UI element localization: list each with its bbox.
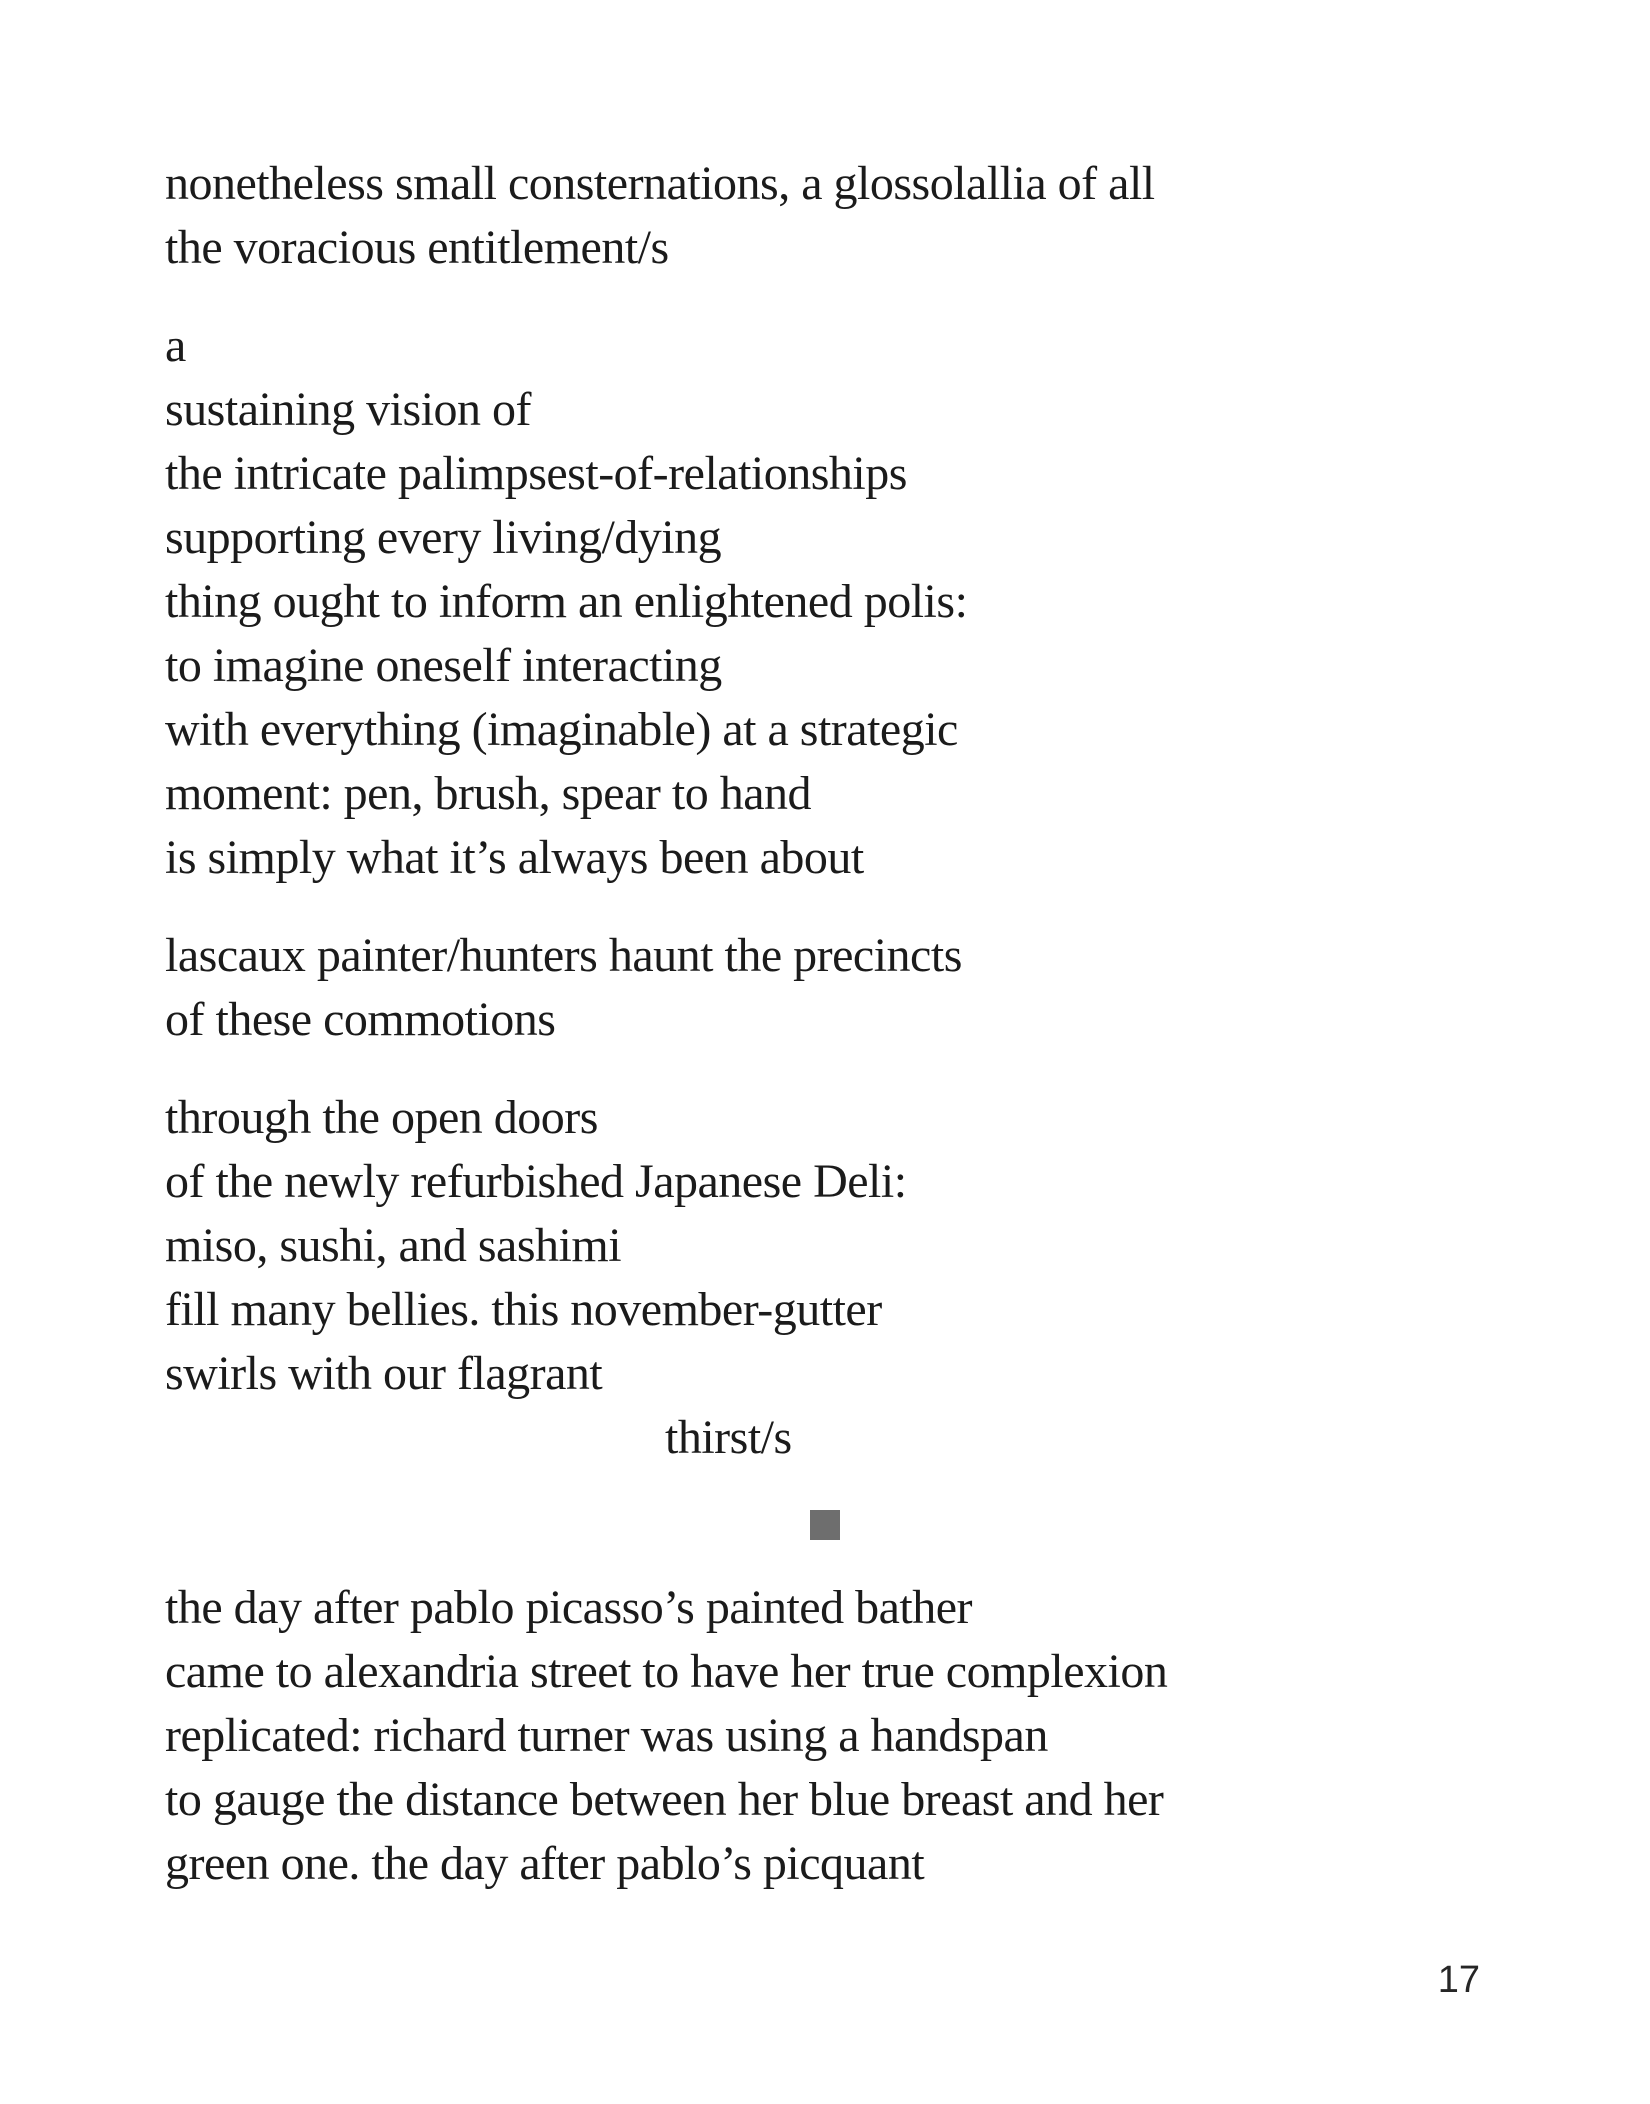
poem-line: supporting every living/dying (165, 511, 722, 564)
poem-line: of the newly refurbished Japanese Deli: (165, 1155, 907, 1208)
poem-line: through the open doors (165, 1091, 598, 1144)
page-number: 17 (1437, 1959, 1480, 2001)
poem-stanza (165, 314, 1485, 890)
poem (165, 152, 1485, 1930)
poem-line: swirls with our flagrant (165, 1347, 603, 1400)
poem-line: the day after pablo picasso’s painted bather (165, 1581, 973, 1634)
poem-stanza (165, 1086, 1485, 1470)
section-divider-square-icon (810, 1510, 840, 1540)
poem-line: with everything (imaginable) at a strategic (165, 703, 958, 756)
poem-stanza (165, 1576, 1485, 1896)
poem-line: miso, sushi, and sashimi (165, 1219, 622, 1272)
poem-line: replicated: richard turner was using a handspan (165, 1709, 1048, 1762)
poem-line: the voracious entitlement/s (165, 221, 669, 274)
poem-stanza (165, 152, 1485, 280)
poem-line: the intricate palimpsest-of-relationships (165, 447, 907, 500)
poem-line: to gauge the distance between her blue breast and her (165, 1773, 1164, 1826)
poem-line: thing ought to inform an enlightened polis: (165, 575, 968, 628)
poem-line: to imagine oneself interacting (165, 639, 722, 692)
poem-line: fill many bellies. this november-gutter (165, 1283, 882, 1336)
poem-line: lascaux painter/hunters haunt the precincts (165, 929, 962, 982)
poem-line: sustaining vision of (165, 383, 532, 436)
section-divider (165, 1510, 1485, 1540)
poem-line: nonetheless small consternations, a glossolallia of all (165, 157, 1155, 210)
poem-line: green one. the day after pablo’s picquant (165, 1837, 925, 1890)
poem-line: moment: pen, brush, spear to hand (165, 767, 812, 820)
poem-line: came to alexandria street to have her true complexion (165, 1645, 1168, 1698)
poem-line: is simply what it’s always been about (165, 831, 864, 884)
poem-line: thirst/s (665, 1411, 792, 1464)
poem-line: a (165, 319, 186, 372)
poem-line: of these commotions (165, 993, 556, 1046)
poem-stanza (165, 924, 1485, 1052)
